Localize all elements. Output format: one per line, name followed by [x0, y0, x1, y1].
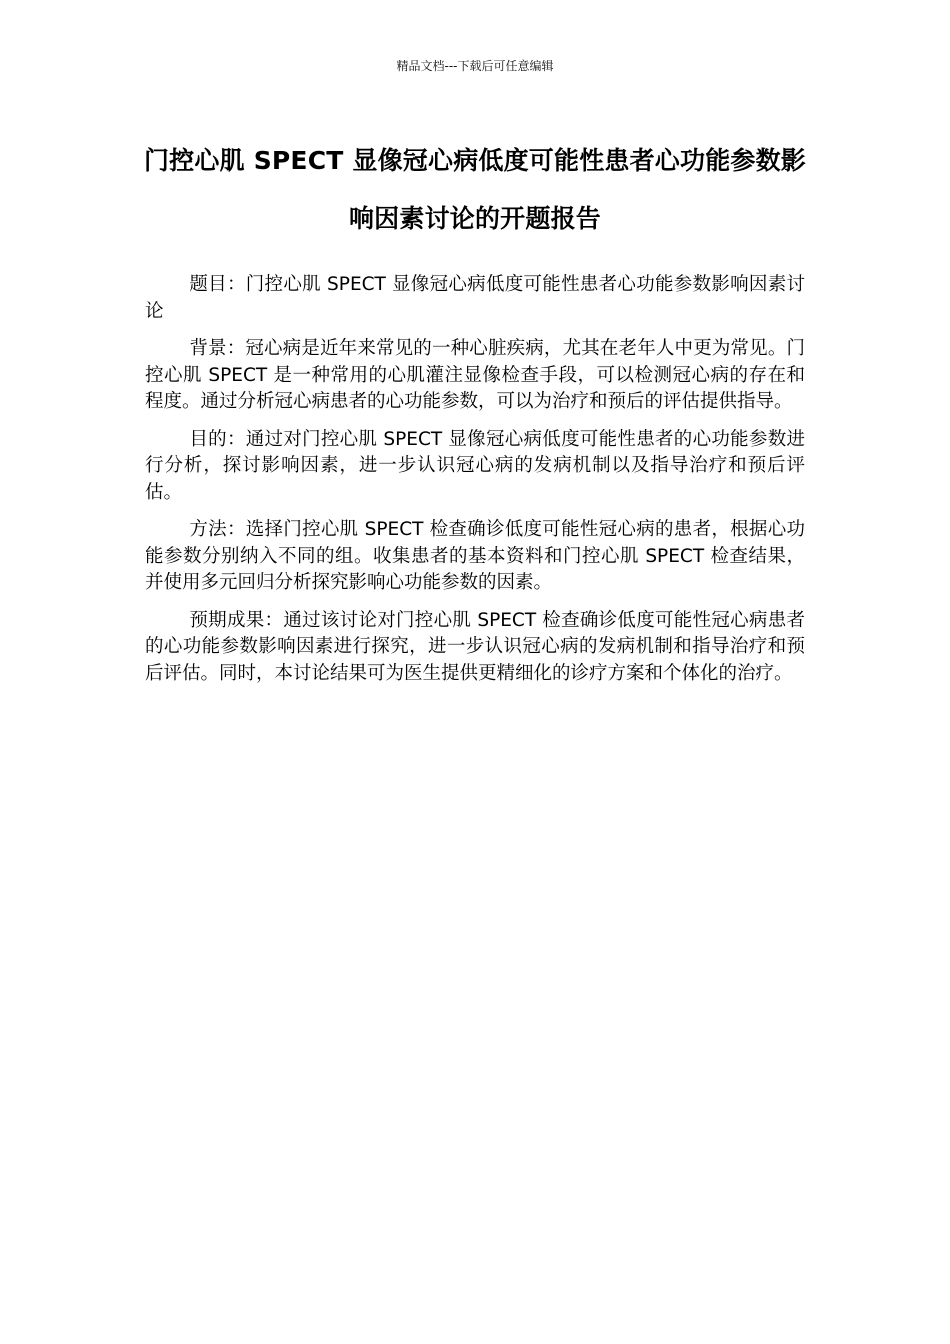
paragraph-background: 背景：冠心病是近年来常见的一种心脏疾病，尤其在老年人中更为常见。门控心肌 SPECT 是一种常用的心肌灌注显像检查手段，可以检测冠心病的存在和程度。通过分析冠心病患者的心功能参数，可以为治疗和预后的评估提供指导。	[145, 338, 805, 412]
header-note: 精品文档---下载后可任意编辑	[396, 59, 554, 73]
paragraph-method: 方法：选择门控心肌 SPECT 检查确诊低度可能性冠心病的患者，根据心功能参数分别纳入不同的组。收集患者的基本资料和门控心肌 SPECT 检查结果，并使用多元回归分析探究影响心功能参数的因素。	[145, 519, 805, 593]
document-title: 门控心肌 SPECT 显像冠心病低度可能性患者心功能参数影响因素讨论的开题报告	[143, 146, 806, 233]
paragraph-objective: 目的：通过对门控心肌 SPECT 显像冠心病低度可能性患者的心功能参数进行分析，探讨影响因素，进一步认识冠心病的发病机制以及指导治疗和预后评估。	[145, 428, 805, 503]
document-body	[145, 272, 805, 698]
paragraph-expected-results: 预期成果：通过该讨论对门控心肌 SPECT 检查确诊低度可能性冠心病患者的心功能参数影响因素进行探究，进一步认识冠心病的发病机制和指导治疗和预后评估。同时，本讨论结果可为医生提供更精细化的诊疗方案和个体化的治疗。	[145, 609, 805, 684]
paragraph-topic: 题目：门控心肌 SPECT 显像冠心病低度可能性患者心功能参数影响因素讨论	[145, 274, 805, 322]
